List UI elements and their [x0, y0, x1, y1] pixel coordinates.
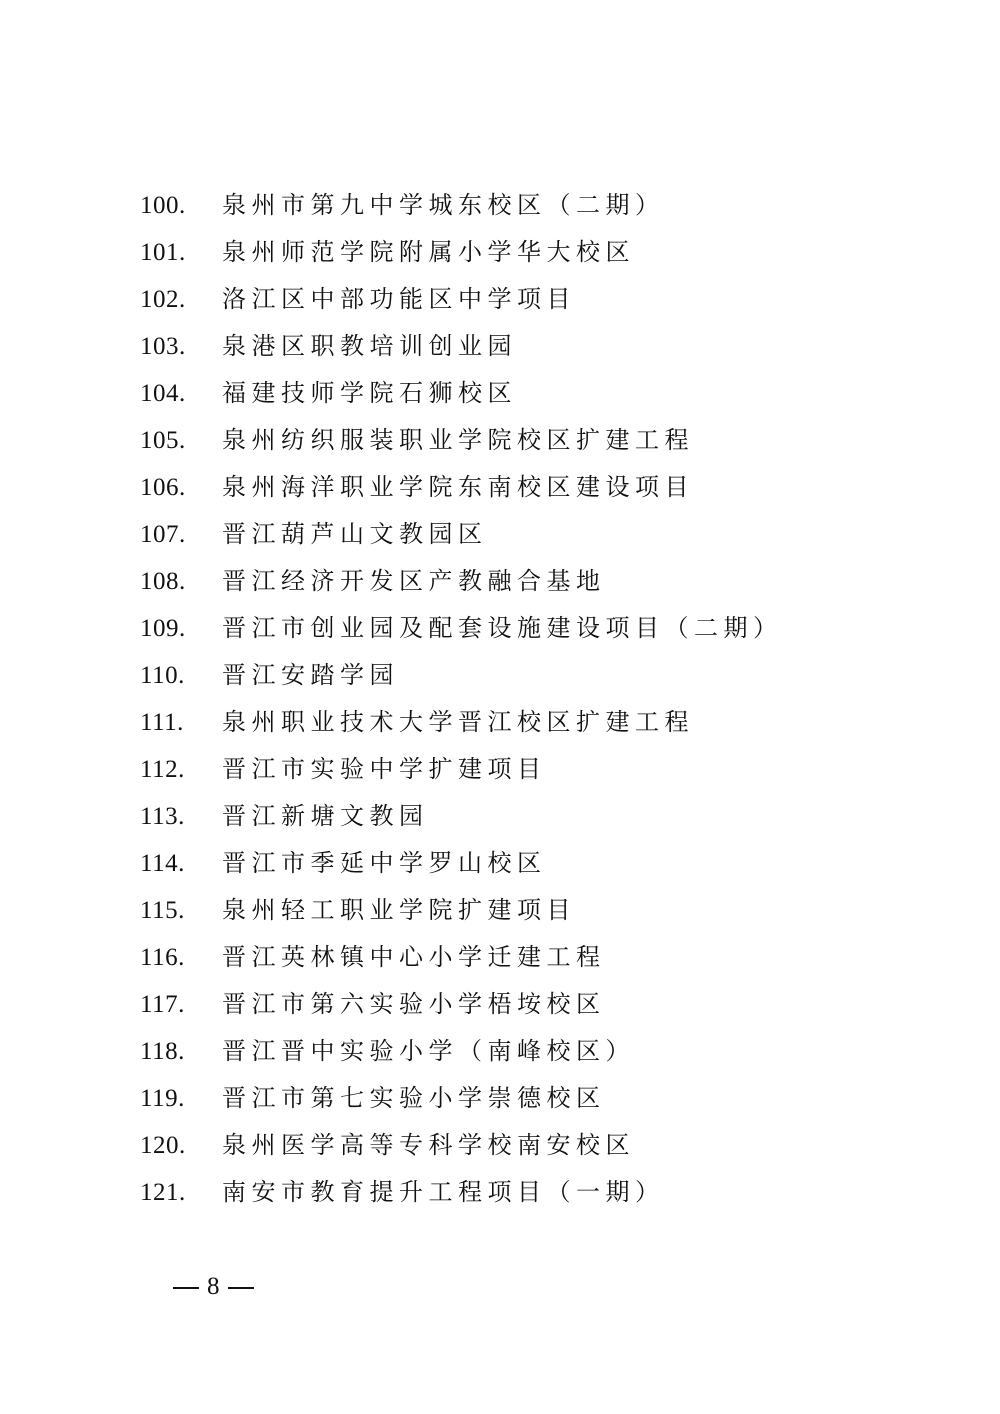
list-item [140, 1169, 940, 1216]
item-number: 104. [140, 380, 186, 407]
item-text: 泉州医学高等专科学校南安校区 [222, 1131, 635, 1159]
item-text: 晋江晋中实验小学（南峰校区） [222, 1037, 635, 1065]
item-number: 116. [140, 944, 185, 971]
item-text: 洛江区中部功能区中学项目 [222, 285, 576, 313]
list-item [140, 981, 940, 1028]
project-list [140, 182, 940, 1216]
item-number: 118. [140, 1038, 185, 1065]
item-text: 晋江市第七实验小学崇德校区 [222, 1084, 606, 1112]
item-text: 泉州市第九中学城东校区（二期） [222, 191, 665, 219]
list-item [140, 840, 940, 887]
item-number: 113. [140, 803, 185, 830]
list-item [140, 699, 940, 746]
item-number: 107. [140, 521, 186, 548]
item-text: 晋江市第六实验小学梧垵校区 [222, 990, 606, 1018]
item-number: 103. [140, 333, 186, 360]
item-number: 117. [140, 991, 185, 1018]
list-item [140, 417, 940, 464]
list-item [140, 793, 940, 840]
item-number: 115. [140, 897, 185, 924]
list-item [140, 229, 940, 276]
item-number: 100. [140, 192, 186, 219]
item-text: 泉州海洋职业学院东南校区建设项目 [222, 473, 694, 501]
item-number: 105. [140, 427, 186, 454]
list-item [140, 1028, 940, 1075]
list-item [140, 1122, 940, 1169]
list-item [140, 511, 940, 558]
item-number: 102. [140, 286, 186, 313]
list-item [140, 934, 940, 981]
list-item [140, 652, 940, 699]
list-item [140, 746, 940, 793]
item-text: 晋江市创业园及配套设施建设项目（二期） [222, 614, 783, 642]
item-number: 120. [140, 1132, 186, 1159]
item-number: 112. [140, 756, 185, 783]
item-number: 119. [140, 1085, 185, 1112]
item-text: 福建技师学院石狮校区 [222, 379, 517, 407]
page-number: 8 [207, 1273, 220, 1300]
item-text: 晋江市季延中学罗山校区 [222, 849, 547, 877]
item-text: 晋江安踏学园 [222, 661, 399, 689]
list-item [140, 182, 940, 229]
list-item [140, 558, 940, 605]
item-text: 泉州纺织服装职业学院校区扩建工程 [222, 426, 694, 454]
list-item [140, 276, 940, 323]
item-text: 晋江新塘文教园 [222, 802, 429, 830]
page-footer [165, 1272, 262, 1302]
item-text: 泉港区职教培训创业园 [222, 332, 517, 360]
list-item [140, 370, 940, 417]
footer-dash-left [173, 1287, 199, 1289]
item-number: 106. [140, 474, 186, 501]
item-number: 121. [140, 1179, 186, 1206]
item-text: 晋江市实验中学扩建项目 [222, 755, 547, 783]
list-item [140, 887, 940, 934]
item-text: 泉州职业技术大学晋江校区扩建工程 [222, 708, 694, 736]
item-text: 泉州轻工职业学院扩建项目 [222, 896, 576, 924]
list-item [140, 1075, 940, 1122]
list-item [140, 464, 940, 511]
item-number: 111. [140, 709, 184, 736]
list-item [140, 323, 940, 370]
item-number: 108. [140, 568, 186, 595]
list-item [140, 605, 940, 652]
item-number: 101. [140, 239, 186, 266]
item-text: 晋江经济开发区产教融合基地 [222, 567, 606, 595]
item-text: 泉州师范学院附属小学华大校区 [222, 238, 635, 266]
item-number: 109. [140, 615, 186, 642]
item-text: 晋江葫芦山文教园区 [222, 520, 488, 548]
footer-dash-right [228, 1287, 254, 1289]
item-number: 114. [140, 850, 185, 877]
item-text: 南安市教育提升工程项目（一期） [222, 1178, 665, 1206]
item-text: 晋江英林镇中心小学迁建工程 [222, 943, 606, 971]
item-number: 110. [140, 662, 185, 689]
